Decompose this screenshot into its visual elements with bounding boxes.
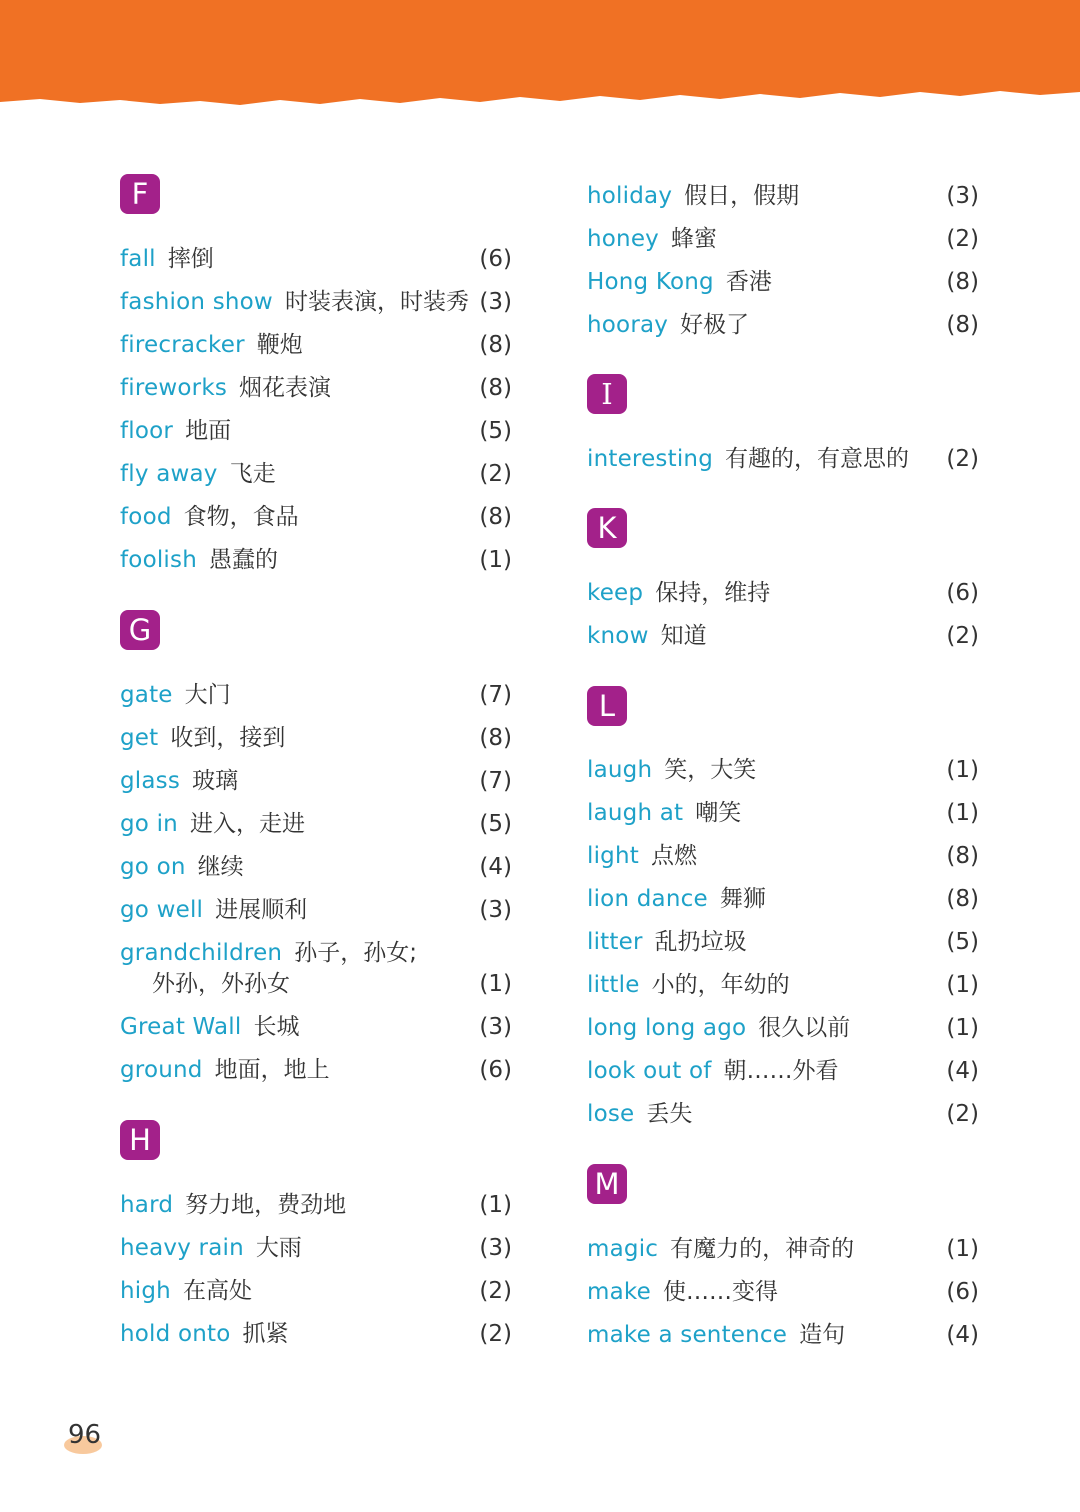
section-badge-f: F [120, 174, 160, 214]
entry-translation: 摔倒 [167, 246, 214, 272]
entry-translation: 继续 [197, 854, 244, 880]
entry-word: gate [120, 682, 173, 708]
entry-word: heavy rain [120, 1235, 244, 1261]
entry-translation: 有魔力的，神奇的 [670, 1236, 855, 1262]
entry-translation: 愚蠢的 [208, 547, 278, 573]
entry-translation: 地面 [185, 418, 232, 444]
entry-word: litter [587, 929, 643, 955]
entry-unit: (2) [946, 1101, 979, 1127]
entry-word: know [587, 623, 649, 649]
glossary-entry [587, 1234, 979, 1264]
entry-unit: (6) [946, 1279, 979, 1305]
entry-word: lose [587, 1101, 635, 1127]
glossary-entry [120, 1012, 512, 1042]
entry-translation: 地面，地上 [214, 1057, 330, 1083]
entry-word: go in [120, 811, 178, 837]
entry-unit: (8) [946, 843, 979, 869]
entry-word: get [120, 725, 159, 751]
entry-translation: 飞走 [229, 461, 276, 487]
entry-unit: (1) [946, 757, 979, 783]
glossary-entry [120, 938, 512, 1000]
section-badge-i: I [587, 374, 627, 414]
entry-word: long long ago [587, 1015, 747, 1041]
entry-unit: (2) [946, 446, 979, 472]
entry-translation: 在高处 [182, 1278, 252, 1304]
glossary-entry [587, 884, 979, 914]
entry-word: grandchildren [120, 940, 283, 966]
entry-translation: 造句 [799, 1322, 846, 1348]
glossary-entry [587, 970, 979, 1000]
entry-unit: (4) [479, 854, 512, 880]
entry-word: hard [120, 1192, 174, 1218]
entry-unit: (8) [479, 375, 512, 401]
glossary-entry [120, 373, 512, 403]
entry-word: interesting [587, 446, 714, 472]
entry-translation: 丢失 [646, 1101, 693, 1127]
entry-unit: (1) [479, 1192, 512, 1218]
entry-word: honey [587, 226, 659, 252]
entry-unit: (2) [479, 461, 512, 487]
entry-unit: (5) [479, 418, 512, 444]
section-badge-m: M [587, 1164, 627, 1204]
entry-unit: (4) [946, 1322, 979, 1348]
glossary-entry [120, 545, 512, 575]
entry-unit: (1) [946, 972, 979, 998]
glossary-entry [587, 224, 979, 254]
glossary-entry [587, 578, 979, 608]
entry-translation: 好极了 [680, 312, 750, 338]
glossary-entry [587, 1056, 979, 1086]
entry-word: hooray [587, 312, 669, 338]
entry-translation: 舞狮 [719, 886, 766, 912]
entry-unit: (7) [479, 768, 512, 794]
entry-translation: 使……变得 [662, 1279, 778, 1305]
entry-translation: 有趣的，有意思的 [725, 446, 910, 472]
entry-word: hold onto [120, 1321, 231, 1347]
entry-word: laugh at [587, 800, 684, 826]
entry-unit: (5) [479, 811, 512, 837]
section-badge-h: H [120, 1120, 160, 1160]
entry-unit: (2) [946, 226, 979, 252]
glossary-entry [120, 1190, 512, 1220]
entry-word: magic [587, 1236, 659, 1262]
entry-translation: 时装表演，时装秀 [284, 289, 469, 315]
entry-word: firecracker [120, 332, 245, 358]
glossary-entry [120, 1233, 512, 1263]
entry-unit: (1) [479, 971, 512, 997]
entry-word: fall [120, 246, 156, 272]
glossary-entry [587, 621, 979, 651]
glossary-entry [120, 287, 512, 317]
entry-translation: 收到，接到 [170, 725, 286, 751]
entry-word: foolish [120, 547, 197, 573]
section-badge-l: L [587, 686, 627, 726]
glossary-entry [120, 1055, 512, 1085]
entry-unit: (6) [479, 246, 512, 272]
entry-translation: 烟花表演 [239, 375, 332, 401]
entry-unit: (2) [479, 1321, 512, 1347]
entry-unit: (2) [479, 1278, 512, 1304]
entry-unit: (3) [479, 1014, 512, 1040]
glossary-entry [120, 809, 512, 839]
entry-translation: 抓紧 [242, 1321, 289, 1347]
entry-translation: 玻璃 [192, 768, 239, 794]
entry-word: laugh [587, 757, 653, 783]
entry-unit: (8) [946, 886, 979, 912]
entry-translation: 知道 [660, 623, 707, 649]
entry-word: light [587, 843, 639, 869]
glossary-entry [120, 852, 512, 882]
entry-word: Hong Kong [587, 269, 714, 295]
entry-translation: 保持，维持 [655, 580, 771, 606]
entry-translation: 鞭炮 [256, 332, 303, 358]
glossary-entry [120, 502, 512, 532]
entry-word: food [120, 504, 172, 530]
entry-word: high [120, 1278, 171, 1304]
glossary-entry [587, 1099, 979, 1129]
glossary-entry [120, 459, 512, 489]
entry-translation: 孙子，孙女; [294, 940, 417, 966]
entry-unit: (6) [479, 1057, 512, 1083]
glossary-entry [120, 330, 512, 360]
entry-unit: (8) [479, 332, 512, 358]
entry-translation: 朝……外看 [723, 1058, 839, 1084]
entry-unit: (1) [479, 547, 512, 573]
section-badge-k: K [587, 508, 627, 548]
entry-unit: (1) [946, 800, 979, 826]
entry-translation: 假日，假期 [684, 183, 800, 209]
entry-unit: (8) [479, 725, 512, 751]
entry-unit: (8) [946, 312, 979, 338]
entry-translation: 进展顺利 [215, 897, 308, 923]
entry-word: fireworks [120, 375, 228, 401]
page-number: 96 [68, 1420, 102, 1450]
entry-translation: 笑，大笑 [664, 757, 757, 783]
entry-unit: (8) [946, 269, 979, 295]
glossary-entry [587, 444, 979, 474]
entry-word: look out of [587, 1058, 712, 1084]
entry-translation: 小的，年幼的 [651, 972, 790, 998]
entry-translation: 大雨 [255, 1235, 302, 1261]
entry-unit: (8) [479, 504, 512, 530]
glossary-entry [587, 1013, 979, 1043]
glossary-entry [587, 798, 979, 828]
glossary-entry [120, 766, 512, 796]
entry-word: keep [587, 580, 644, 606]
entry-word: Great Wall [120, 1014, 242, 1040]
glossary-entry [587, 181, 979, 211]
entry-word: make [587, 1279, 651, 1305]
entry-word: go on [120, 854, 186, 880]
entry-word: glass [120, 768, 181, 794]
glossary-entry [587, 841, 979, 871]
entry-unit: (1) [946, 1236, 979, 1262]
entry-word: floor [120, 418, 174, 444]
entry-unit: (6) [946, 580, 979, 606]
entry-word: fly away [120, 461, 218, 487]
section-badge-g: G [120, 610, 160, 650]
entry-translation-continued: 外孙，外孙女 [152, 971, 290, 997]
entry-translation: 很久以前 [758, 1015, 851, 1041]
entry-unit: (4) [946, 1058, 979, 1084]
entry-translation: 点燃 [650, 843, 697, 869]
glossary-entry [120, 680, 512, 710]
glossary-entry [587, 1277, 979, 1307]
entry-translation: 进入，走进 [189, 811, 305, 837]
glossary-entry [587, 267, 979, 297]
entry-translation: 乱扔垃圾 [654, 929, 747, 955]
entry-word: fashion show [120, 289, 273, 315]
glossary-entry [587, 927, 979, 957]
glossary-entry [120, 723, 512, 753]
entry-word: make a sentence [587, 1322, 788, 1348]
glossary-entry [587, 1320, 979, 1350]
entry-unit: (1) [946, 1015, 979, 1041]
glossary-entry [120, 416, 512, 446]
glossary-entry [587, 755, 979, 785]
entry-unit: (2) [946, 623, 979, 649]
header-banner [0, 0, 1080, 130]
entry-translation: 香港 [725, 269, 772, 295]
glossary-entry [120, 244, 512, 274]
entry-unit: (3) [479, 289, 512, 315]
entry-translation: 长城 [253, 1014, 300, 1040]
entry-unit: (5) [946, 929, 979, 955]
entry-word: little [587, 972, 640, 998]
glossary-entry [120, 1319, 512, 1349]
entry-word: lion dance [587, 886, 708, 912]
entry-unit: (3) [479, 897, 512, 923]
glossary-entry [587, 310, 979, 340]
entry-unit: (7) [479, 682, 512, 708]
glossary-entry [120, 895, 512, 925]
entry-translation: 食物，食品 [183, 504, 299, 530]
entry-word: ground [120, 1057, 203, 1083]
entry-translation: 嘲笑 [695, 800, 742, 826]
entry-word: holiday [587, 183, 673, 209]
glossary-entry [120, 1276, 512, 1306]
entry-translation: 大门 [184, 682, 231, 708]
entry-unit: (3) [479, 1235, 512, 1261]
entry-translation: 蜂蜜 [671, 226, 717, 252]
entry-translation: 努力地，费劲地 [185, 1192, 347, 1218]
entry-word: go well [120, 897, 204, 923]
entry-unit: (3) [946, 183, 979, 209]
